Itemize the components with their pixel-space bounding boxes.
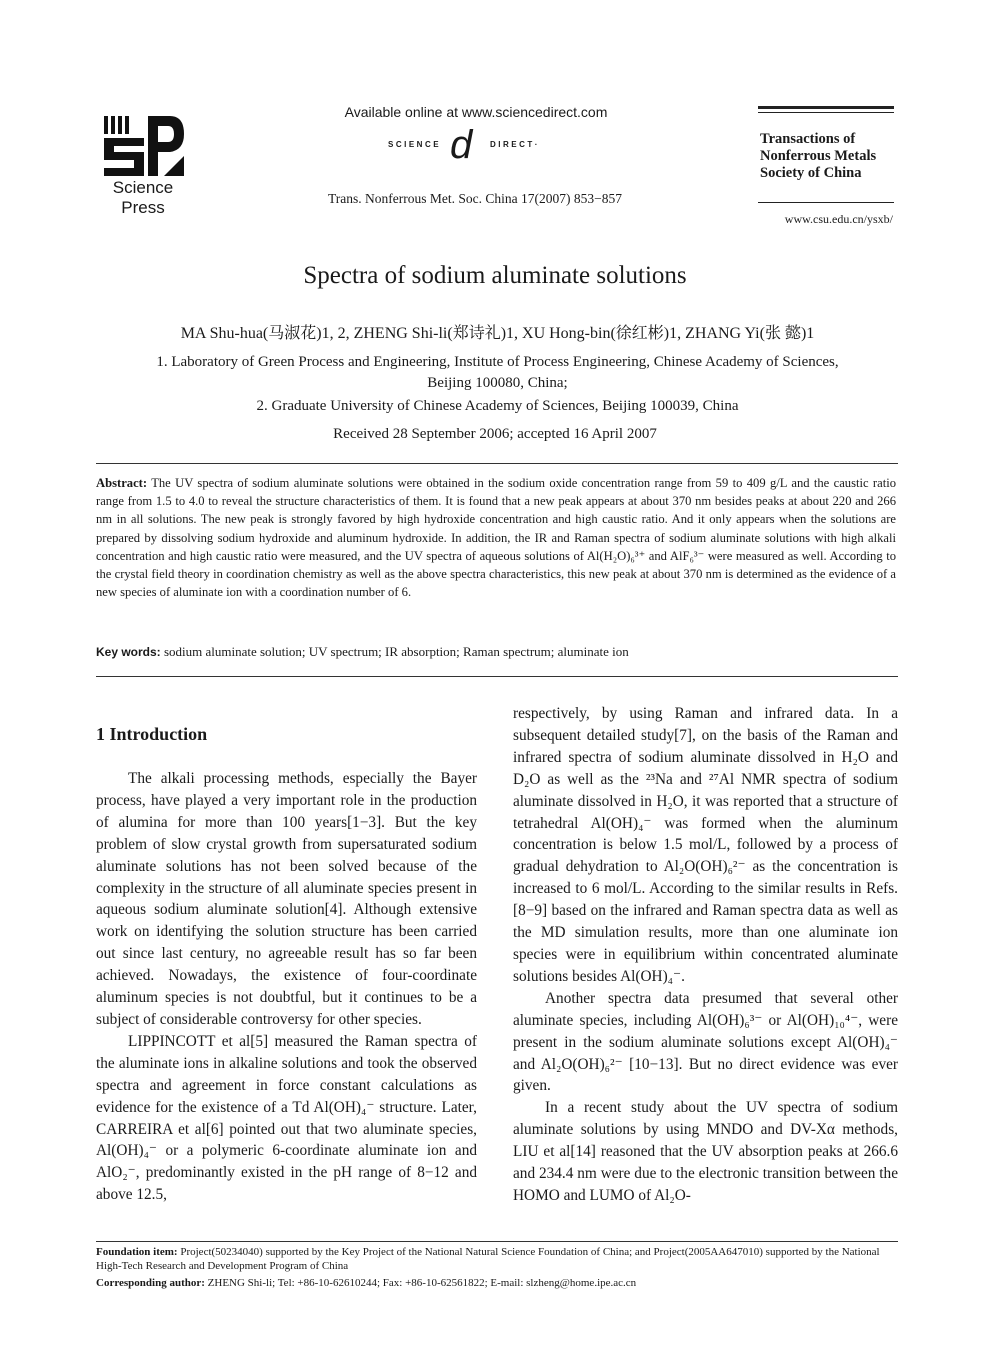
publisher-line1: Science	[112, 178, 174, 197]
intro-paragraph-1: The alkali processing methods, especially the Bayer process, have played a very important role in the production of alumina for more than 100 years[1−3]. But the key problem of slow crystal growth from supersaturated sodium aluminate solutions has not been solved because of the complexity in the structure of all aluminate species present in aqueous sodium aluminate solution[4]. Although extensive work on identifying the solution structure has been carried out since last century, no agreeable result has so far been achieved. Nowadays, the existence of four-coordinate aluminum species is not doubtful, but it continues to be a subject of considerable controversy for other species.	[96, 770, 477, 1028]
article-title: Spectra of sodium aluminate solutions	[303, 262, 687, 289]
abstract	[96, 474, 896, 601]
sciencedirect-right: DIRECT·	[490, 140, 540, 149]
sciencedirect-at-icon: d	[450, 123, 473, 167]
foundation-text: Project(50234040) supported by the Key Project of the National Natural Science Foundation of China; and Project(2005AA647010) supported by the National High-Tech Research and Development Program of China	[96, 1246, 880, 1272]
corresponding-note	[96, 1276, 898, 1290]
citation-line: Trans. Nonferrous Met. Soc. China 17(2007) 853−857	[328, 191, 622, 206]
publisher-line2: Press	[121, 198, 165, 217]
footnote-rule	[96, 1241, 898, 1242]
keywords-text: sodium aluminate solution; UV spectrum; IR absorption; Raman spectrum; aluminate ion	[163, 644, 629, 659]
sp-logo-mark-icon	[100, 112, 185, 182]
foundation-label: Foundation item:	[96, 1246, 178, 1258]
corresponding-label: Corresponding author:	[96, 1277, 205, 1289]
journal-url: www.csu.edu.cn/ysxb/	[784, 212, 893, 226]
intro-paragraph-2: LIPPINCOTT et al[5] measured the Raman spectra of the aluminate ions in alkaline solutions and took the observed spectra and agreement in force constant calculations as evidence for the existence of a Td Al(OH)₄⁻ structure. Later, CARREIRA et al[6] pointed out that two aluminate species, Al(OH)₄⁻ or a polymeric 6-coordinate aluminate ion and AlO₂⁻, predominantly existed in the pH range of 8−12 and above 12.5,	[96, 1032, 477, 1204]
journal-rule-bottom	[758, 202, 894, 203]
journal-name-line2: Nonferrous Metals	[760, 148, 877, 164]
keywords-label: Key words:	[96, 645, 161, 659]
sciencedirect-logo	[360, 123, 600, 168]
intro-paragraph-4: Another spectra data presumed that several other aluminate species, including Al(OH)₆³⁻ or Al(OH)₁₀⁴⁻, were present in the sodium aluminate solutions except Al(OH)₄⁻ and Al₂O(OH)₆²⁻ [10−13]. But no direct evidence was ever given.	[513, 989, 898, 1095]
abstract-label: Abstract:	[96, 476, 148, 490]
left-column	[96, 768, 477, 1206]
intro-paragraph-3: respectively, by using Raman and infrared data. In a subsequent detailed study[7], on the basis of the Raman and infrared spectra of sodium aluminate dissolved in H₂O and D₂O as well as the ²³Na and ²⁷Al NMR spectra of sodium aluminate dissolved in H₂O, it was reported that a structure of tetrahedral Al(OH)₄⁻ was formed when the aluminum concentration is below 1.5 mol/L, followed by a process of gradual dehydration to Al₂O(OH)₆²⁻ as the concentration is increased to 6 mol/L. According to the similar results in Refs.[8−9] based on the infrared and Raman spectra data as well as the MD simulation results, more than one aluminate ion species were in equilibrium within concentrated aluminate solutions besides Al(OH)₄⁻.	[513, 705, 898, 985]
abstract-top-rule	[96, 463, 898, 464]
keywords	[96, 644, 896, 660]
affiliation-1-line2: Beijing 100080, China;	[427, 375, 568, 391]
author-list: MA Shu-hua(马淑花)1, 2, ZHENG Shi-li(郑诗礼)1, XU Hong-bin(徐红彬)1, ZHANG Yi(张 懿)1	[180, 325, 815, 342]
journal-rule-thin	[758, 112, 894, 113]
journal-name-line3: Society of China	[760, 165, 862, 181]
publisher-name	[98, 178, 188, 218]
abstract-text: The UV spectra of sodium aluminate solutions were obtained in the sodium oxide concentration range from 59 to 409 g/L and the caustic ratio range from 1.5 to 4.0 to reveal the structure characteristics of them. It is found that a new peak appears at about 370 nm besides peaks at about 220 and 266 nm in all solutions. The new peak is strongly favored by high hydroxide concentration and high caustic ratio. And it only appears when the solutions are prepared by dissolving sodium hydroxide and aluminum hydroxide. In addition, the IR and Raman spectra of sodium aluminate solutions with high alkali concentration and high caustic ratio were measured, and the UV spectra of aqueous solutions of Al(H₂O)₆³⁺ and AlF₆³⁻ were measured as well. According to the crystal field theory in coordination chemistry as well as the above spectra characteristics, this new peak at about 370 nm is determined as the evidence of a new species of aluminate ion with a coordination number of 6.	[96, 476, 897, 600]
affiliation-1-line1: 1. Laboratory of Green Process and Engineering, Institute of Process Engineering, Chinese Academy of Sciences,	[156, 354, 839, 370]
right-column	[513, 703, 898, 1207]
sciencedirect-left: SCIENCE	[388, 140, 442, 149]
intro-paragraph-5: In a recent study about the UV spectra of sodium aluminate solutions by using MNDO and DV-Xα methods, LIU et al[14] reasoned that the UV absorption peaks at 266.6 and 234.4 nm were due to the electronic transition between the HOMO and LUMO of Al₂O-	[513, 1099, 898, 1204]
journal-name-line1: Transactions of	[760, 131, 856, 147]
journal-rule-top	[758, 106, 894, 109]
journal-name	[760, 131, 910, 182]
received-dates: Received 28 September 2006; accepted 16 April 2007	[333, 426, 657, 442]
available-online-text: Available online at www.sciencedirect.com	[344, 104, 608, 120]
corresponding-text: ZHENG Shi-li; Tel: +86-10-62610244; Fax: +86-10-62561822; E-mail: slzheng@home.ipe.ac.cn	[207, 1277, 637, 1289]
affiliation-1	[110, 352, 885, 394]
section-heading: 1 Introduction	[96, 724, 208, 744]
affiliation-2: 2. Graduate University of Chinese Academy of Sciences, Beijing 100039, China	[256, 398, 739, 414]
foundation-note	[96, 1245, 898, 1273]
abstract-bottom-rule	[96, 676, 898, 677]
